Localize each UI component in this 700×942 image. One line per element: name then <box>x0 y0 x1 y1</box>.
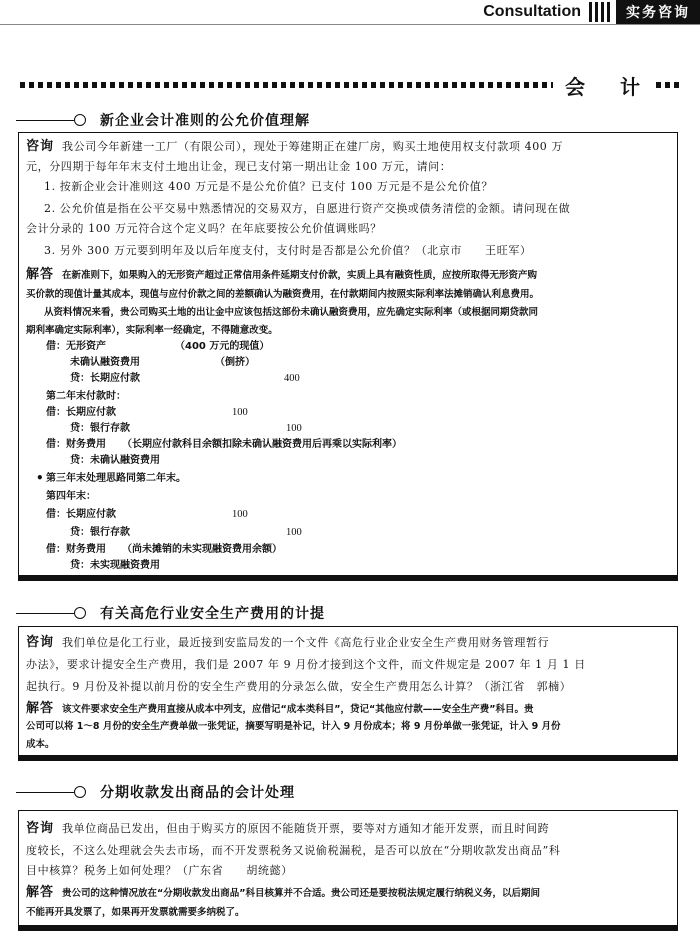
article3-answer-line: 不能再开具发票了，如果再开发票就需要多纳税了。 <box>26 907 245 918</box>
journal-entry: 借：财务费用 <box>46 544 106 555</box>
article3-question-line: 目中核算？税务上如何处理？（广东省 胡统懿） <box>26 864 293 877</box>
answer-label: 解答 <box>26 267 55 282</box>
section-dash-rule-end <box>656 82 682 88</box>
article1-question-line: 元，分四期于每年年末支付土地出让金，现已支付第一期出让金 100 万元，请问： <box>26 160 452 173</box>
journal-entry: 贷：银行存款 <box>70 527 130 538</box>
journal-note: （尚未摊销的未实现融资费用余额） <box>122 544 282 555</box>
article1-question-line: 3. 另外 300 万元要到明年及以后年度支付，支付时是否都是公允价值？（北京市 王旺军） <box>44 244 532 257</box>
journal-amount: 100 <box>232 509 248 520</box>
article3-title-row <box>16 782 295 802</box>
section-dash-rule <box>20 82 553 88</box>
article1-answer-line: 买价款的现值计量其成本，现值与应付价款之间的差额确认为融资费用，在付款期间内按照实际利率法摊销确认利息费用。 <box>26 289 540 300</box>
journal-note: （倒挤） <box>215 357 255 368</box>
question-label: 咨询 <box>26 821 55 836</box>
journal-amount: 400 <box>284 373 300 384</box>
article1-title: 新企业会计准则的公允价值理解 <box>100 113 310 129</box>
section-heading <box>20 72 682 98</box>
circle-bullet-icon <box>74 786 86 798</box>
page-header <box>483 0 700 24</box>
journal-entry: 借：财务费用 <box>46 439 106 450</box>
answer-label: 解答 <box>26 885 55 900</box>
article1-answer-line: 解答 在新准则下，如果购入的无形资产超过正常信用条件延期支付价款，实质上具有融资性质，应按所取得无形资产购 <box>26 267 538 282</box>
journal-heading: 第二年末付款时： <box>46 391 126 402</box>
answer-label: 解答 <box>26 701 55 716</box>
journal-entry: 未确认融资费用 <box>70 357 140 368</box>
header-english: Consultation <box>483 3 581 20</box>
article2-title: 有关高危行业安全生产费用的计提 <box>100 606 325 622</box>
article3-answer-line: 解答 贵公司的这种情况放在“分期收款发出商品”科目核算并不合适。贵公司还是要按税法规定履行纳税义务，以后期间 <box>26 885 541 900</box>
article2-question-line: 咨询 我们单位是化工行业，最近接到安监局发的一个文件《高危行业企业安全生产费用财务管理暂行 <box>26 635 550 650</box>
header-chinese-tag: 实务咨询 <box>616 0 700 24</box>
journal-amount: 100 <box>232 407 248 418</box>
journal-note: （400 万元的现值） <box>175 341 270 352</box>
journal-entry: 借：长期应付款 <box>46 407 116 418</box>
bullet-dot: • <box>36 471 44 485</box>
journal-amount: 100 <box>286 527 302 538</box>
section-title: 会 计 <box>565 74 654 99</box>
article1-question-line: 2. 公允价值是指在公平交易中熟悉情况的交易双方，自愿进行资产交换或债务清偿的金额。请问现在做 <box>44 202 571 215</box>
article2-question-line: 办法》，要求计提安全生产费用，我们是 2007 年 9 月份才接到这个文件，而文件规定是 2007 年 1 月 1 日 <box>26 658 586 671</box>
journal-entry: 贷：银行存款 <box>70 423 130 434</box>
article1-question-line: 会计分录的 100 万元符合这个定义吗？在年底要按公允价值调账吗？ <box>26 222 382 235</box>
journal-entry: 借：长期应付款 <box>46 509 116 520</box>
article2-answer-line: 成本。 <box>26 739 55 750</box>
article3-title: 分期收款发出商品的会计处理 <box>100 785 295 801</box>
article2-answer-line: 解答 该文件要求安全生产费用直接从成本中列支，应借记“成本类科目”，贷记“其他应付款——安全生产费”科目。贵 <box>26 701 534 716</box>
article2-answer-line: 公司可以将 1～8 月份的安全生产费单做一张凭证，摘要写明是补记，计入 9 月份成本；将 9 月份单做一张凭证，计入 9 月份 <box>26 721 561 732</box>
journal-entry: 贷：未确认融资费用 <box>70 455 160 466</box>
circle-bullet-icon <box>74 607 86 619</box>
journal-note: （长期应付款科目余额扣除未确认融资费用后再乘以实际利率） <box>122 439 402 450</box>
article1-title-row <box>16 110 310 130</box>
journal-entry: 贷：长期应付款 <box>70 373 140 384</box>
article3-question-line: 度较长，不这么处理就会失去市场，而不开发票税务又说偷税漏税，是否可以放在“分期收款发出商品”科 <box>26 844 561 857</box>
question-label: 咨询 <box>26 139 55 154</box>
article1-answer-line: 从资料情况来看，贵公司购买土地的出让金中应该包括这部份未确认融资费用，应先确定实际利率（或根据同期贷款同 <box>44 307 539 318</box>
journal-heading: 第三年末处理思路同第二年末。 <box>46 473 186 484</box>
header-bars-decoration <box>589 2 610 22</box>
article1-box <box>18 132 678 576</box>
journal-entry: 借：无形资产 <box>46 341 106 352</box>
article3-question-line: 咨询 我单位商品已发出，但由于购买方的原因不能随货开票，要等对方通知才能开发票，而且时间跨 <box>26 821 550 836</box>
question-label: 咨询 <box>26 635 55 650</box>
article1-question-line: 1. 按新企业会计准则这 400 万元是不是公允价值？已支付 100 万元是不是公允价值？ <box>44 180 493 193</box>
journal-amount: 100 <box>286 423 302 434</box>
article2-question-line: 起执行。9 月份及补提以前月份的安全生产费用的分录怎么做，安全生产费用怎么计算？（浙江省 郭楠） <box>26 680 572 693</box>
article1-question-line: 咨询 我公司今年新建一工厂（有限公司），现处于筹建期正在建厂房，购买土地使用权支付款项 400 万 <box>26 139 564 154</box>
article1-answer-line: 期利率确定实际利率），实际利率一经确定，不得随意改变。 <box>26 325 278 336</box>
journal-heading: 第四年末： <box>46 491 96 502</box>
article2-title-row <box>16 603 325 623</box>
header-rule <box>0 24 700 25</box>
journal-entry: 贷：未实现融资费用 <box>70 560 160 571</box>
circle-bullet-icon <box>74 114 86 126</box>
